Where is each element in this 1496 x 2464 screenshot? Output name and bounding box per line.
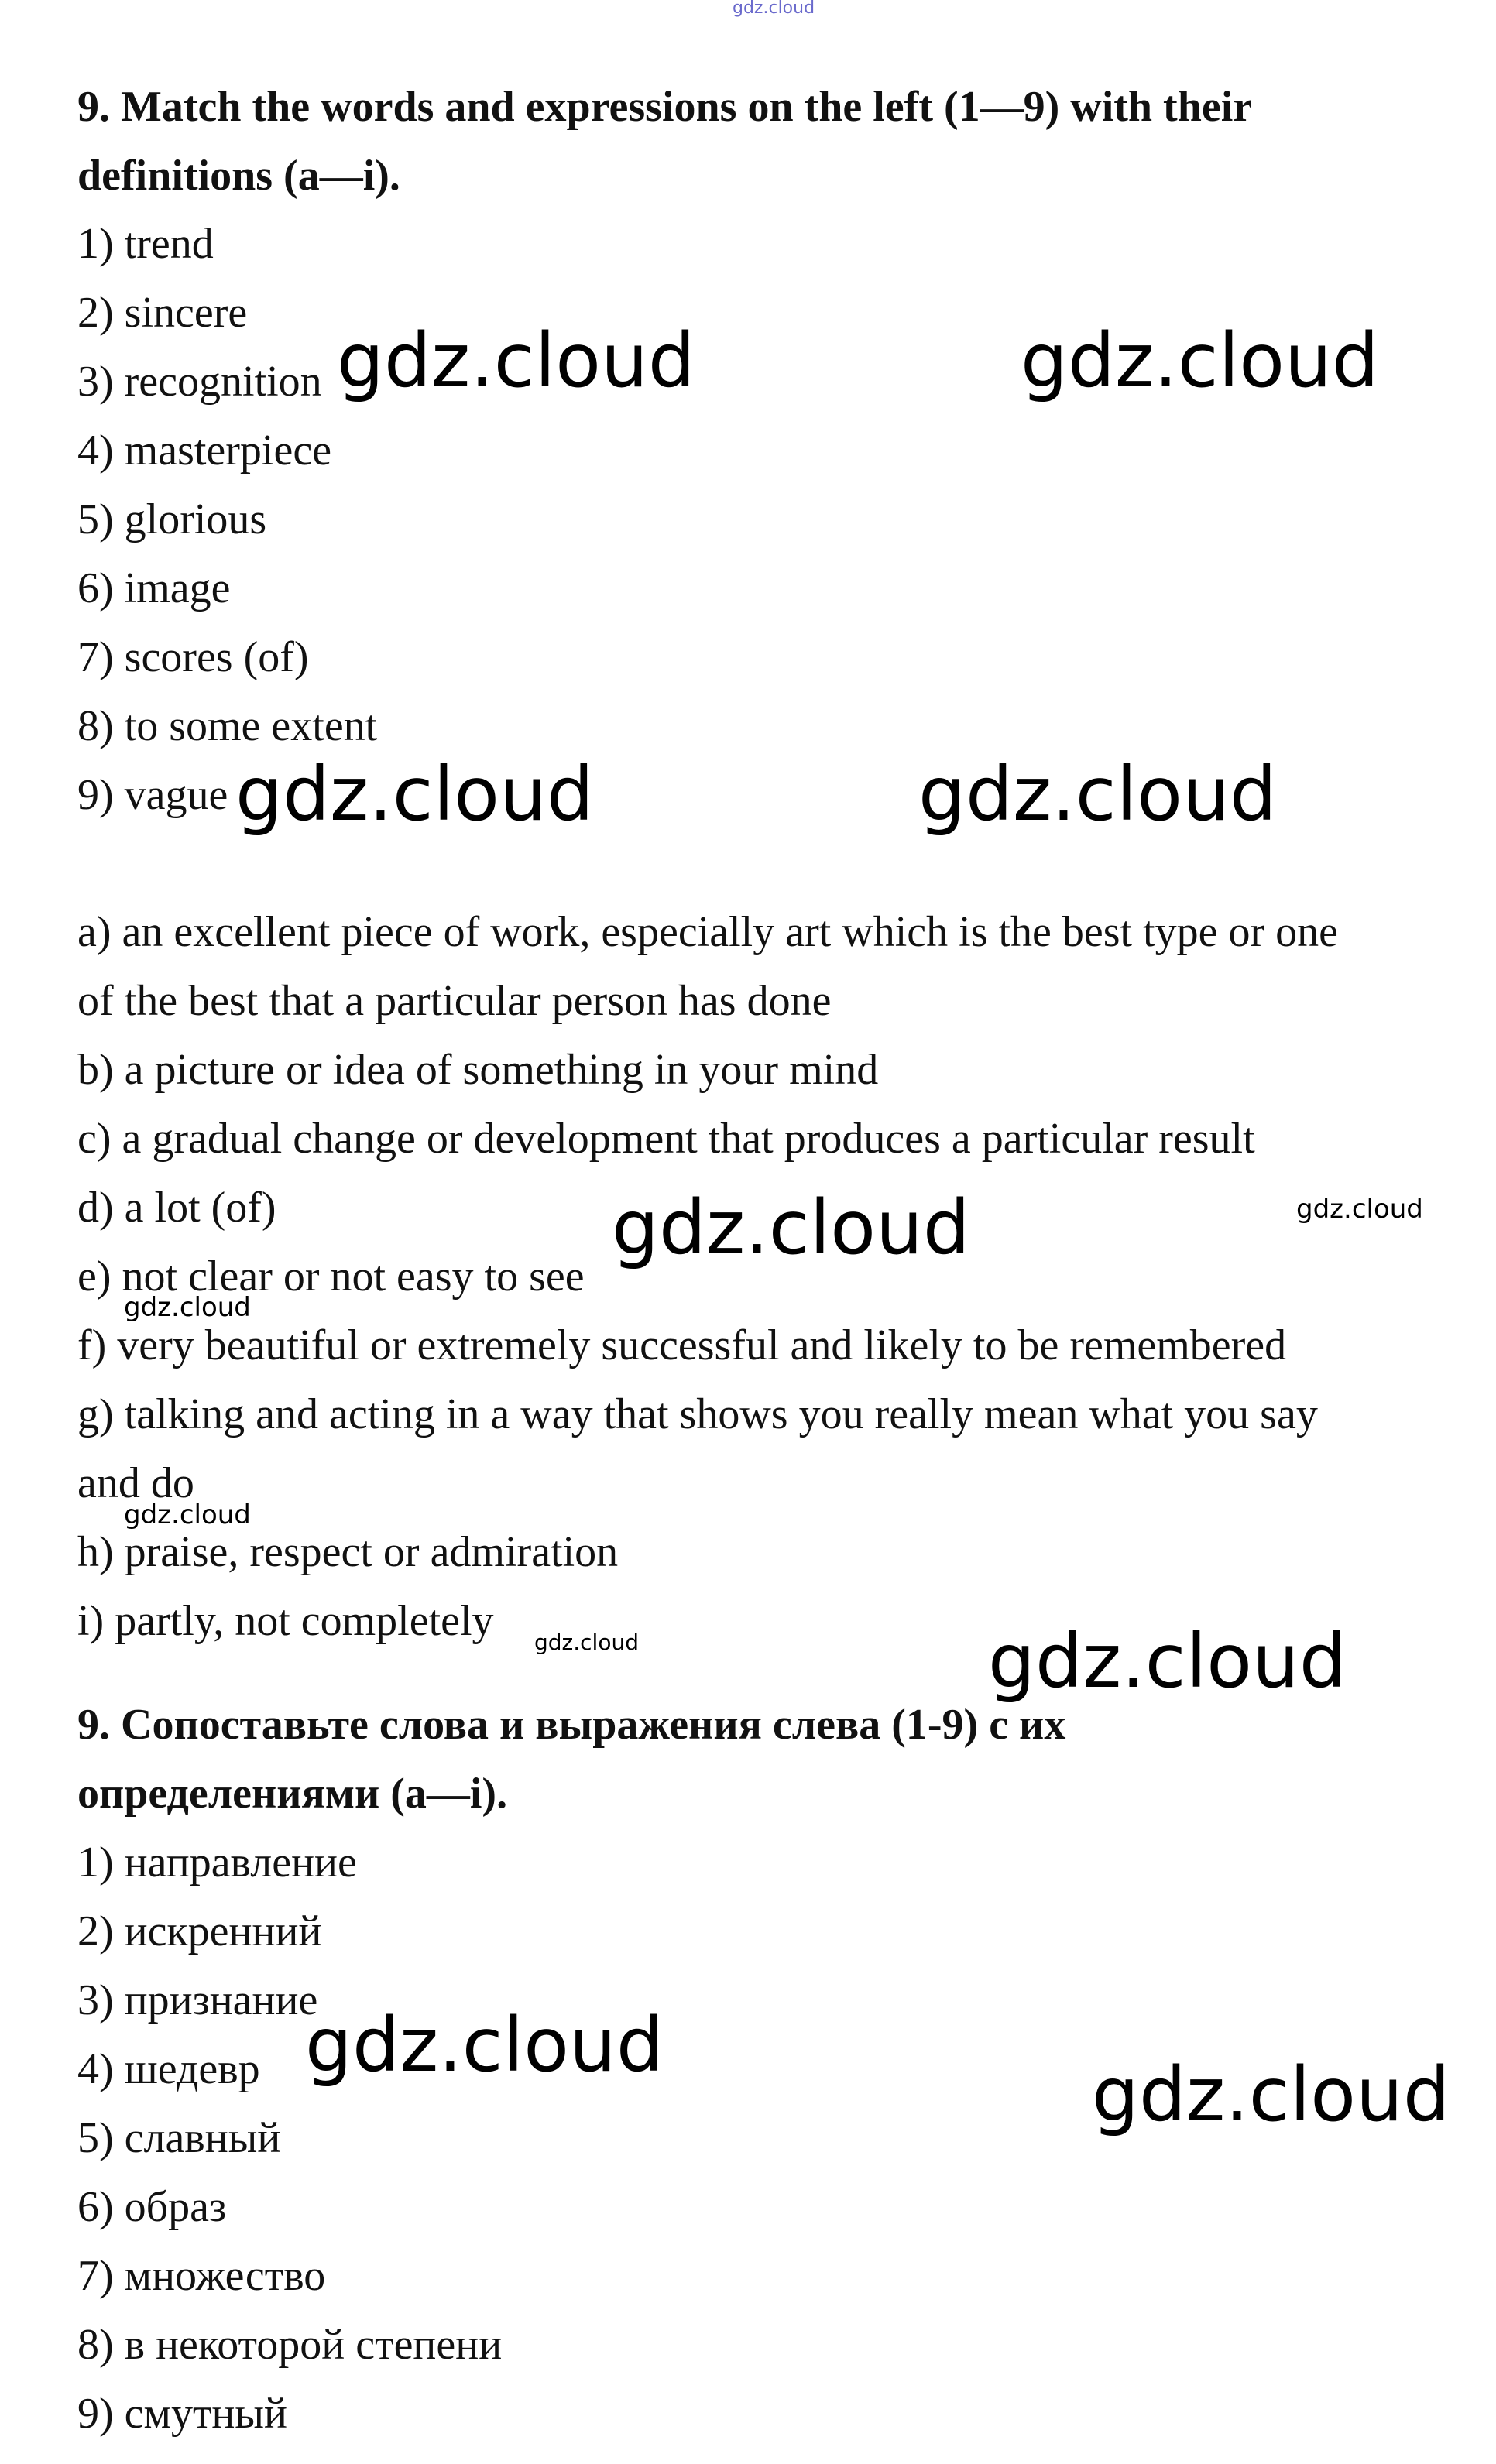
russian-word-5: 5) славный <box>77 2114 281 2162</box>
russian-word-2: 2) искренний <box>77 1907 322 1955</box>
definition-c: c) a gradual change or development that produces a particular result <box>77 1115 1255 1163</box>
russian-word-8: 8) в некоторой степени <box>77 2321 503 2369</box>
english-heading-line1: 9. Match the words and expressions on the left (1—9) with their <box>77 83 1253 131</box>
top-watermark: gdz.cloud <box>733 0 815 18</box>
english-word-3: 3) recognition <box>77 358 322 406</box>
definition-b: b) a picture or idea of something in your mind <box>77 1046 879 1094</box>
definition-g-line1: g) talking and acting in a way that shows you really mean what you say <box>77 1390 1318 1438</box>
watermark: gdz.cloud <box>918 751 1277 838</box>
definition-e: e) not clear or not easy to see <box>77 1253 585 1301</box>
definition-a-line1: a) an excellent piece of work, especially art which is the best type or one <box>77 908 1339 956</box>
watermark: gdz.cloud <box>235 751 594 838</box>
definition-a-line2: of the best that a particular person has done <box>77 977 832 1025</box>
english-word-1: 1) trend <box>77 220 214 268</box>
watermark: gdz.cloud <box>1092 2051 1450 2138</box>
watermark-small: gdz.cloud <box>124 1499 251 1530</box>
russian-word-1: 1) направление <box>77 1839 357 1887</box>
definition-h: h) praise, respect or admiration <box>77 1528 619 1576</box>
russian-word-4: 4) шедевр <box>77 2045 260 2093</box>
definition-d: d) a lot (of) <box>77 1184 276 1232</box>
watermark: gdz.cloud <box>305 2002 664 2089</box>
english-word-8: 8) to some extent <box>77 702 378 750</box>
definition-g-line2: and do <box>77 1459 194 1507</box>
russian-heading-line2: определениями (a—i). <box>77 1770 508 1818</box>
russian-word-3: 3) признание <box>77 1976 318 2024</box>
english-word-9: 9) vague <box>77 771 228 819</box>
russian-word-7: 7) множество <box>77 2252 326 2300</box>
english-word-6: 6) image <box>77 564 231 612</box>
definition-f: f) very beautiful or extremely successful and likely to be remembered <box>77 1321 1287 1369</box>
english-word-2: 2) sincere <box>77 289 248 337</box>
watermark-small: gdz.cloud <box>124 1292 251 1323</box>
english-word-4: 4) masterpiece <box>77 427 332 475</box>
russian-word-9: 9) смутный <box>77 2390 287 2438</box>
watermark: gdz.cloud <box>988 1618 1347 1705</box>
russian-word-6: 6) образ <box>77 2183 227 2231</box>
russian-heading-line1: 9. Сопоставьте слова и выражения слева (1-9) с их <box>77 1701 1066 1749</box>
english-word-5: 5) glorious <box>77 495 267 543</box>
watermark: gdz.cloud <box>337 317 695 404</box>
english-heading-line2: definitions (a—i). <box>77 152 400 200</box>
watermark-small: gdz.cloud <box>534 1630 639 1655</box>
watermark: gdz.cloud <box>1021 317 1379 404</box>
watermark: gdz.cloud <box>612 1184 970 1271</box>
definition-i: i) partly, not completely <box>77 1597 494 1645</box>
english-word-7: 7) scores (of) <box>77 633 309 681</box>
watermark-small: gdz.cloud <box>1296 1194 1423 1225</box>
